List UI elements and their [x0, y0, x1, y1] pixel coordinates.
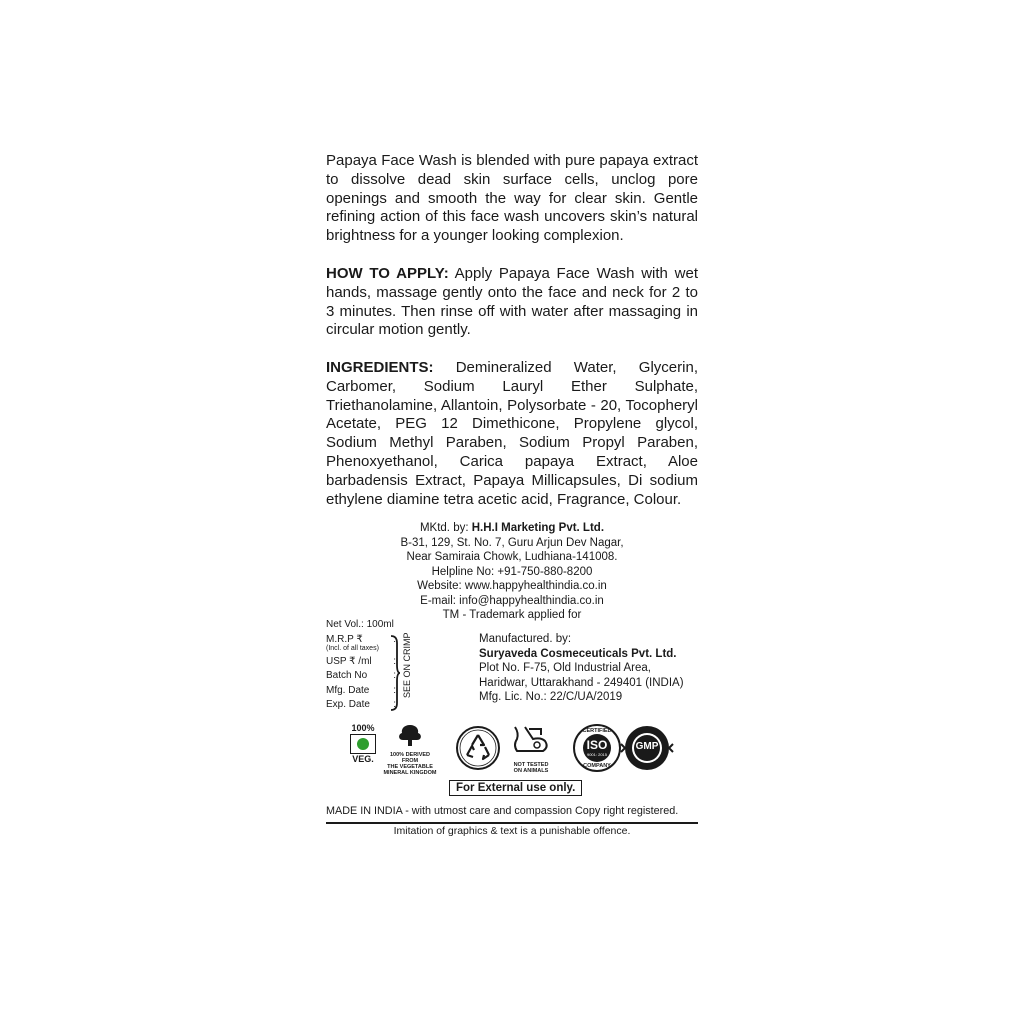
marketer-address-2: Near Samiraia Chowk, Ludhiana-141008. [406, 551, 618, 563]
marketer-name: H.H.I Marketing Pvt. Ltd. [471, 522, 605, 534]
manufacturer-address-1: Plot No. F-75, Old Industrial Area, [479, 662, 651, 675]
see-on-crimp: SEE ON CRIMP [402, 632, 412, 698]
brace-icon [389, 635, 401, 711]
tree-icon [382, 723, 438, 747]
mrp-sub-label: (Incl. of all taxes) [326, 644, 379, 652]
colon: : [393, 634, 396, 645]
usp-label: USP ₹ /ml [326, 655, 372, 667]
manufacturing-license: Mfg. Lic. No.: 22/C/UA/2019 [479, 691, 623, 704]
gmp-badge [620, 723, 674, 773]
usp-row [326, 655, 396, 670]
iso-bottom-text: COMPANY [583, 763, 611, 769]
product-description: Papaya Face Wash is blended with pure papaya extract to dissolve dead skin surface cells, unclog pore openings and smooth the way for clear skin. Gentle refining action of this face wash uncovers skin’s natural brightness for a younger looking complexion. [326, 152, 698, 245]
batch-row [326, 669, 396, 684]
batch-label: Batch No [326, 670, 368, 681]
made-in-india: MADE IN INDIA - with utmost care and compassion Copy right registered. [326, 805, 679, 817]
pricing-block [326, 633, 396, 713]
veg-top-text: 100% [351, 723, 375, 733]
vegetable-line-2: THE VEGETABLE [387, 764, 433, 770]
not-tested-line-1: NOT TESTED [513, 762, 549, 768]
iso-sub-text: 9001: 2015 [586, 752, 608, 757]
mfg-date-row [326, 684, 396, 699]
helpline: Helpline No: +91-750-880-8200 [431, 565, 593, 578]
manufacturer-name: Suryaveda Cosmeceuticals Pvt. Ltd. [479, 647, 677, 660]
vegetable-line-3: MINERAL KINGDOM [383, 770, 437, 776]
veg-bottom-text: VEG. [352, 754, 374, 764]
manufacturer-block [479, 632, 684, 705]
colon: : [393, 670, 396, 681]
iso-top-text: CERTIFIED [582, 728, 612, 734]
ingredients-label: INGREDIENTS: [326, 359, 434, 376]
vegetable-line-1: 100% DERIVED FROM [389, 752, 431, 764]
how-to-apply-text: Apply Papaya Face Wash with wet hands, massage gently onto the face and neck for 2 to 3 minutes. Then rinse off with water after massaging in circular motion gently. [326, 265, 698, 339]
vegetable-kingdom-badge [382, 723, 438, 776]
exp-date-label: Exp. Date [326, 699, 370, 710]
external-use-notice: For External use only. [449, 780, 582, 796]
gmp-text: GMP [635, 741, 659, 752]
ingredients-text: Demineralized Water, Glycerin, Carbomer, Sodium Lauryl Ether Sulphate, Triethanolamine, Allantoin, Polysorbate - 20, Tocopheryl Acetate, PEG 12 Dimethicone, Propylene glycol, Sodium Methyl Paraben, Sodium Propyl Paraben, Phenoxyethanol, Carica papaya Extract, Aloe barbadensis Extract, Papaya Millicapsules, Di sodium ethylene diamine tetra acetic acid, Fragrance, Colour. [326, 359, 698, 508]
manufacturer-heading: Manufactured. by: [479, 633, 572, 645]
mfg-date-label: Mfg. Date [326, 684, 370, 696]
net-volume: Net Vol.: 100ml [326, 619, 394, 630]
manufacturer-address-2: Haridwar, Uttarakhand - 249401 (INDIA) [479, 676, 684, 689]
how-to-apply-label: HOW TO APPLY: [326, 265, 449, 282]
marketer-block [326, 521, 698, 623]
website: Website: www.happyhealthindia.co.in [417, 580, 607, 592]
iso-badge [572, 723, 622, 773]
marketer-line [326, 521, 698, 536]
colon: : [393, 655, 396, 667]
colon: : [393, 684, 396, 696]
mrp-label: M.R.P ₹ [326, 634, 363, 645]
how-to-apply [326, 265, 698, 340]
marketer-prefix: MKtd. by: [419, 522, 472, 534]
rabbit-icon [507, 723, 555, 757]
exp-date-row [326, 698, 396, 713]
veg-symbol-icon [350, 734, 376, 754]
trademark-note: TM - Trademark applied for [442, 609, 582, 621]
recycle-icon [455, 725, 501, 771]
imitation-notice: Imitation of graphics & text is a punishable offence. [393, 825, 631, 837]
email: E-mail: info@happyhealthindia.co.in [420, 594, 604, 607]
not-tested-badge [507, 723, 555, 774]
divider [326, 822, 698, 824]
ingredients [326, 359, 698, 509]
not-tested-line-2: ON ANIMALS [513, 768, 549, 774]
iso-mid-text: ISO [586, 738, 608, 752]
veg-badge [346, 723, 380, 764]
colon: : [393, 699, 396, 710]
marketer-address-1: B-31, 129, St. No. 7, Guru Arjun Dev Nagar, [400, 536, 624, 549]
